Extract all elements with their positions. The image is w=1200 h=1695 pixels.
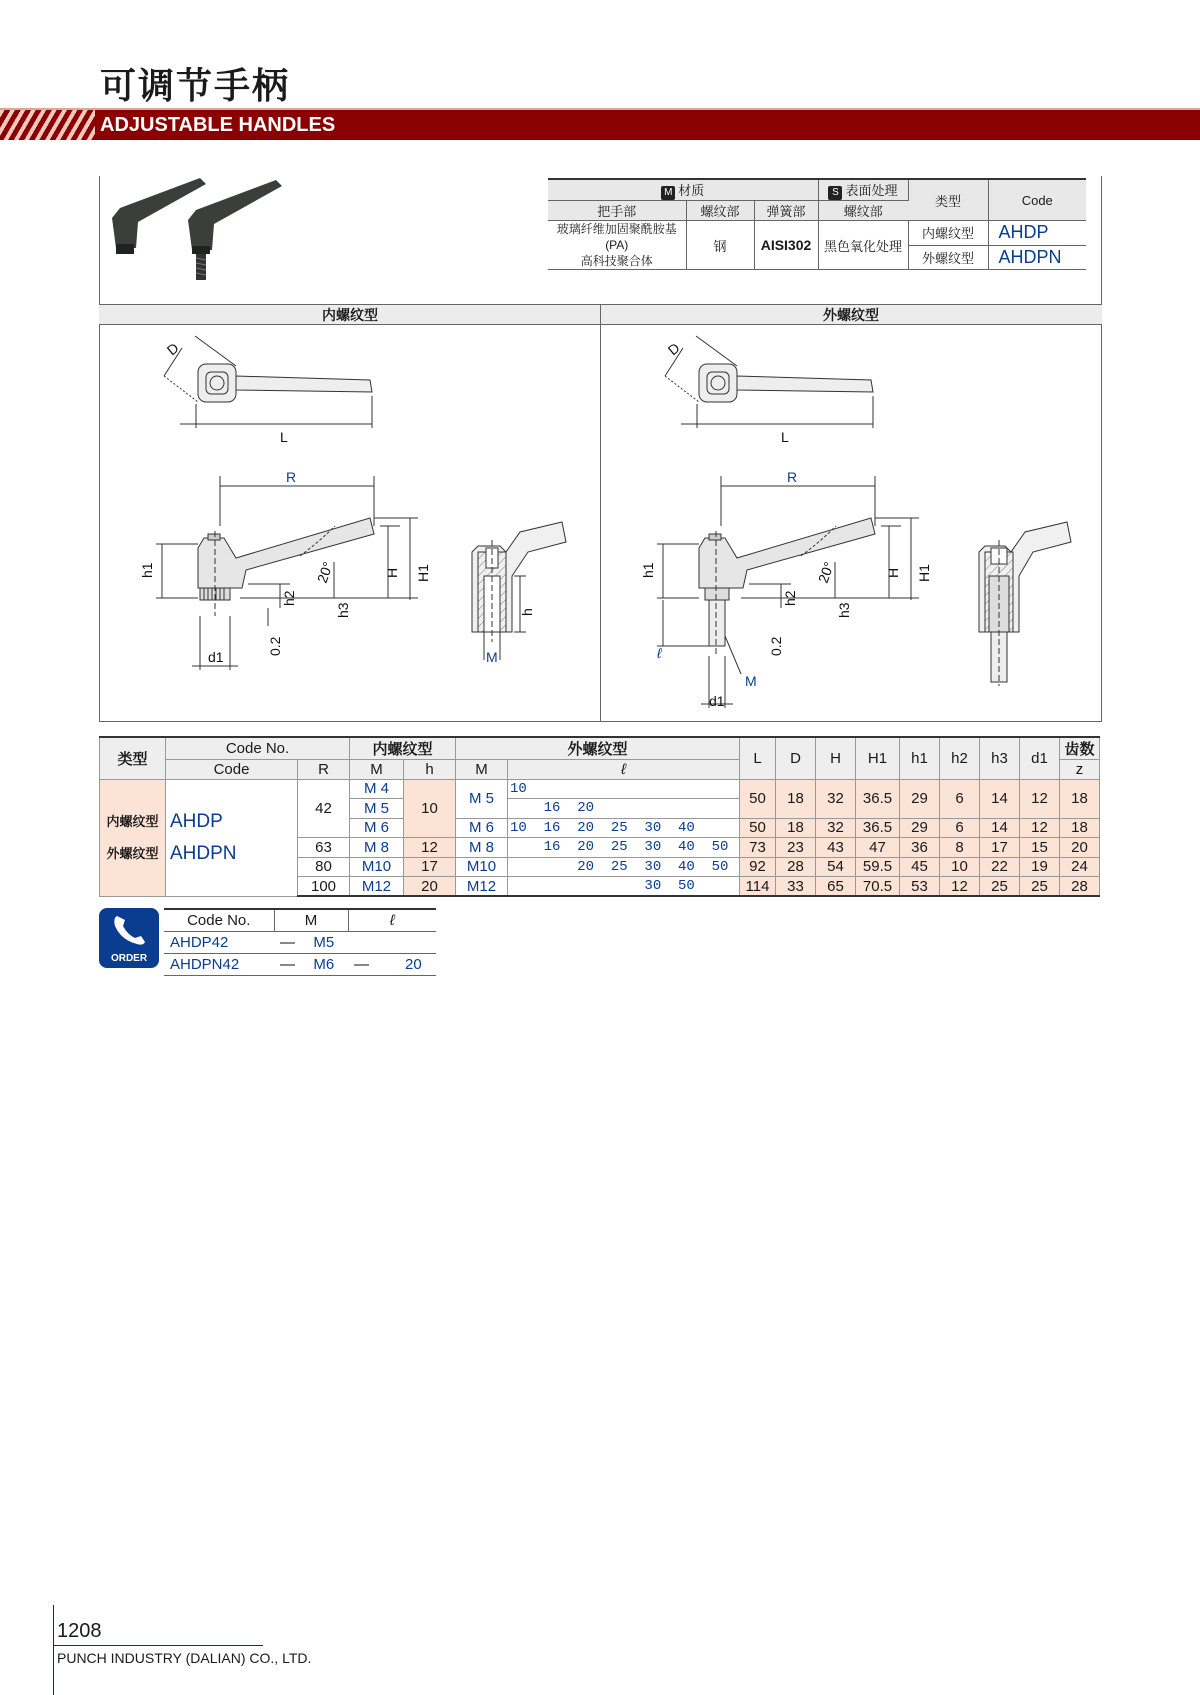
page-title-en: ADJUSTABLE HANDLES — [100, 114, 336, 136]
spec-R-header: R — [298, 760, 350, 780]
spec-row-H: 43 — [816, 838, 856, 858]
dim-R: R — [286, 469, 297, 485]
spec-row-l: 10 — [508, 779, 740, 799]
spec-row-extM: M 8 — [456, 838, 508, 858]
spec-row-intM: M 5 — [350, 799, 404, 819]
spec-row-R: 63 — [298, 838, 350, 858]
spec-internal-header: 内螺纹型 — [350, 737, 456, 760]
spec-row-h1: 53 — [900, 877, 940, 897]
external-thread-drawing — [601, 326, 1101, 721]
dim-M: M — [486, 649, 498, 665]
order-example2-code: AHDPN42 — [164, 953, 274, 975]
surface-badge: S — [828, 186, 842, 200]
surface-treatment: 黑色氧化处理 — [818, 221, 908, 270]
external-drawing-title: 外螺纹型 — [600, 304, 1102, 325]
spec-H-header: H — [816, 737, 856, 779]
dim-gap: 0.2 — [267, 636, 283, 656]
type-internal: 内螺纹型 — [908, 221, 988, 246]
spec-external-header: 外螺纹型 — [456, 737, 740, 760]
dim-H: H — [384, 567, 400, 578]
spec-row-h: 17 — [404, 857, 456, 877]
spec-row-h3: 17 — [980, 838, 1020, 858]
spec-row-h: 20 — [404, 877, 456, 897]
spec-row-h2: 12 — [940, 877, 980, 897]
handle-material-1: 玻璃纤维加固聚酰胺基(PA) — [556, 222, 677, 252]
footer-hline — [53, 1645, 263, 1646]
internal-section-view — [472, 522, 566, 660]
surface-header: 表面处理 — [845, 183, 898, 198]
spec-row-D: 33 — [776, 877, 816, 897]
spec-row-z: 24 — [1060, 857, 1100, 877]
spec-row-intM: M12 — [350, 877, 404, 897]
material-table — [548, 178, 1086, 270]
spec-d1-header: d1 — [1020, 737, 1060, 779]
spec-row-D: 23 — [776, 838, 816, 858]
spec-row-h2: 10 — [940, 857, 980, 877]
spec-row-extM: M 6 — [456, 818, 508, 838]
spec-row-h1: 45 — [900, 857, 940, 877]
spec-row-h3: 14 — [980, 818, 1020, 838]
spec-table — [99, 736, 1100, 897]
page-number: 1208 — [57, 1620, 102, 1642]
dim-h3: h3 — [335, 602, 351, 618]
spec-row-d1: 15 — [1020, 838, 1060, 858]
footer-vline — [53, 1605, 54, 1695]
spec-row-H1: 59.5 — [856, 857, 900, 877]
material-badge: M — [661, 186, 675, 200]
spec-intM-header: M — [350, 760, 404, 780]
spec-row-H: 65 — [816, 877, 856, 897]
spec-code-header: Code — [166, 760, 298, 780]
spec-row-H1: 36.5 — [856, 779, 900, 818]
internal-thread-drawing — [100, 326, 600, 721]
ext-dim-h1: h1 — [640, 562, 656, 578]
ext-dim-d1: d1 — [709, 693, 725, 709]
external-top-view — [665, 336, 873, 428]
type-external: 外螺纹型 — [908, 245, 988, 270]
order-example1-M: M5 — [307, 931, 348, 953]
order-example1-code: AHDP42 — [164, 931, 274, 953]
thread-material: 钢 — [686, 221, 754, 270]
spec-row-L: 114 — [740, 877, 776, 897]
spec-row-h1: 29 — [900, 818, 940, 838]
spec-L-header: L — [740, 737, 776, 779]
spec-row-d1: 25 — [1020, 877, 1060, 897]
spec-row-h1: 36 — [900, 838, 940, 858]
spec-row-R: 100 — [298, 877, 350, 897]
order-example-table — [164, 908, 436, 976]
internal-top-view — [164, 336, 372, 428]
spec-teeth-header: 齿数 — [1060, 737, 1100, 760]
spec-z-header: z — [1060, 760, 1100, 780]
external-section-view — [979, 522, 1071, 686]
ext-dim-H: H — [885, 567, 901, 578]
spec-row-H1: 70.5 — [856, 877, 900, 897]
spec-type-external: 外螺纹型 — [106, 845, 159, 861]
col-handle: 把手部 — [548, 201, 686, 221]
spec-h2-header: h2 — [940, 737, 980, 779]
spec-row-l: 20 25 30 40 50 — [508, 857, 740, 877]
order-header-code: Code No. — [164, 909, 274, 931]
spec-row-l: 10 16 20 25 30 40 — [508, 818, 740, 838]
banner-stripes — [0, 110, 95, 140]
order-header-M: M — [274, 909, 348, 931]
spec-row-z: 18 — [1060, 818, 1100, 838]
company-name: PUNCH INDUSTRY (DALIAN) CO., LTD. — [57, 1650, 312, 1666]
spec-row-H1: 36.5 — [856, 818, 900, 838]
spec-h1-header: h1 — [900, 737, 940, 779]
ext-dim-h3: h3 — [836, 602, 852, 618]
ext-dim-l: ℓ — [657, 645, 662, 661]
phone-icon — [99, 908, 159, 952]
order-example1-l — [391, 931, 436, 953]
spec-row-z: 28 — [1060, 877, 1100, 897]
spec-row-h2: 6 — [940, 818, 980, 838]
spring-material: AISI302 — [754, 221, 818, 270]
spec-row-h: 12 — [404, 838, 456, 858]
spec-extM-header: M — [456, 760, 508, 780]
handle-external-photo — [188, 180, 282, 280]
spec-row-L: 50 — [740, 779, 776, 818]
spec-row-h2: 8 — [940, 838, 980, 858]
spec-row-l: 16 20 — [508, 799, 740, 819]
spec-row-z: 18 — [1060, 779, 1100, 818]
ext-dim-D: D — [664, 339, 683, 359]
spec-row-intM: M 4 — [350, 779, 404, 799]
ext-dim-gap: 0.2 — [768, 636, 784, 656]
order-example2-M: M6 — [307, 953, 348, 975]
spec-row-L: 92 — [740, 857, 776, 877]
spec-row-D: 18 — [776, 779, 816, 818]
col-spring: 弹簧部 — [754, 201, 818, 221]
col-surface-thread: 螺纹部 — [818, 201, 908, 221]
col-thread: 螺纹部 — [686, 201, 754, 221]
internal-side-view — [156, 476, 418, 670]
spec-row-h3: 14 — [980, 779, 1020, 818]
spec-h-header: h — [404, 760, 456, 780]
spec-row-h3: 22 — [980, 857, 1020, 877]
spec-row-l: 30 50 — [508, 877, 740, 897]
spec-code-internal: AHDP — [170, 810, 223, 832]
internal-drawing-title: 内螺纹型 — [99, 304, 601, 325]
spec-row-extM: M 5 — [456, 779, 508, 818]
code-header: Code — [988, 179, 1086, 221]
spec-row-h2: 6 — [940, 779, 980, 818]
spec-row-z: 20 — [1060, 838, 1100, 858]
spec-row-L: 73 — [740, 838, 776, 858]
dim-angle: 20° — [313, 559, 337, 586]
code-external: AHDPN — [988, 245, 1086, 270]
ext-dim-M-side: M — [745, 673, 757, 689]
spec-row-extM: M12 — [456, 877, 508, 897]
dim-h: h — [519, 608, 535, 616]
spec-row-R: 80 — [298, 857, 350, 877]
spec-row-intM: M 8 — [350, 838, 404, 858]
spec-row-D: 18 — [776, 818, 816, 838]
spec-l-header: ℓ — [508, 760, 740, 780]
code-internal: AHDP — [988, 221, 1086, 246]
spec-row-intM: M10 — [350, 857, 404, 877]
spec-row-h3: 25 — [980, 877, 1020, 897]
dim-H1: H1 — [415, 564, 431, 582]
spec-row-H: 54 — [816, 857, 856, 877]
type-header: 类型 — [908, 179, 988, 221]
spec-row-h1: 29 — [900, 779, 940, 818]
ext-dim-angle: 20° — [814, 559, 838, 586]
spec-codeno-header: Code No. — [166, 737, 350, 760]
spec-row-h: 10 — [404, 779, 456, 838]
spec-row-d1: 12 — [1020, 818, 1060, 838]
spec-row-l: 16 20 25 30 40 50 — [508, 838, 740, 858]
spec-row-D: 28 — [776, 857, 816, 877]
order-example1-dash: — — [274, 931, 307, 953]
dim-h2: h2 — [281, 590, 297, 606]
spec-row-d1: 12 — [1020, 779, 1060, 818]
spec-D-header: D — [776, 737, 816, 779]
spec-row-extM: M10 — [456, 857, 508, 877]
spec-h3-header: h3 — [980, 737, 1020, 779]
order-icon-label: ORDER — [110, 953, 148, 964]
dim-D: D — [163, 339, 182, 359]
order-example2-dash: — — [274, 953, 307, 975]
spec-row-R: 42 — [298, 779, 350, 838]
spec-type-header: 类型 — [100, 737, 166, 779]
order-example1-dash2 — [348, 931, 391, 953]
spec-row-H: 32 — [816, 818, 856, 838]
order-icon — [99, 908, 159, 968]
spec-row-H1: 47 — [856, 838, 900, 858]
handle-material-2: 高科技聚合体 — [580, 254, 653, 268]
spec-type-internal: 内螺纹型 — [106, 813, 159, 829]
spec-code-external: AHDPN — [170, 842, 237, 864]
dim-h1: h1 — [139, 562, 155, 578]
dim-L: L — [280, 429, 288, 445]
order-example2-dash2: — — [348, 953, 391, 975]
order-example2-l: 20 — [391, 953, 436, 975]
spec-H1-header: H1 — [856, 737, 900, 779]
ext-dim-H1: H1 — [916, 564, 932, 582]
spec-row-d1: 19 — [1020, 857, 1060, 877]
spec-row-L: 50 — [740, 818, 776, 838]
spec-row-H: 32 — [816, 779, 856, 818]
material-header: 材质 — [678, 183, 705, 198]
ext-dim-L: L — [781, 429, 789, 445]
ext-dim-R: R — [787, 469, 798, 485]
order-header-l: ℓ — [348, 909, 436, 931]
dim-d1: d1 — [208, 649, 224, 665]
ext-dim-h2: h2 — [782, 590, 798, 606]
spec-row-intM: M 6 — [350, 818, 404, 838]
product-photo — [108, 178, 298, 288]
page-title-cn: 可调节手柄 — [100, 66, 291, 107]
